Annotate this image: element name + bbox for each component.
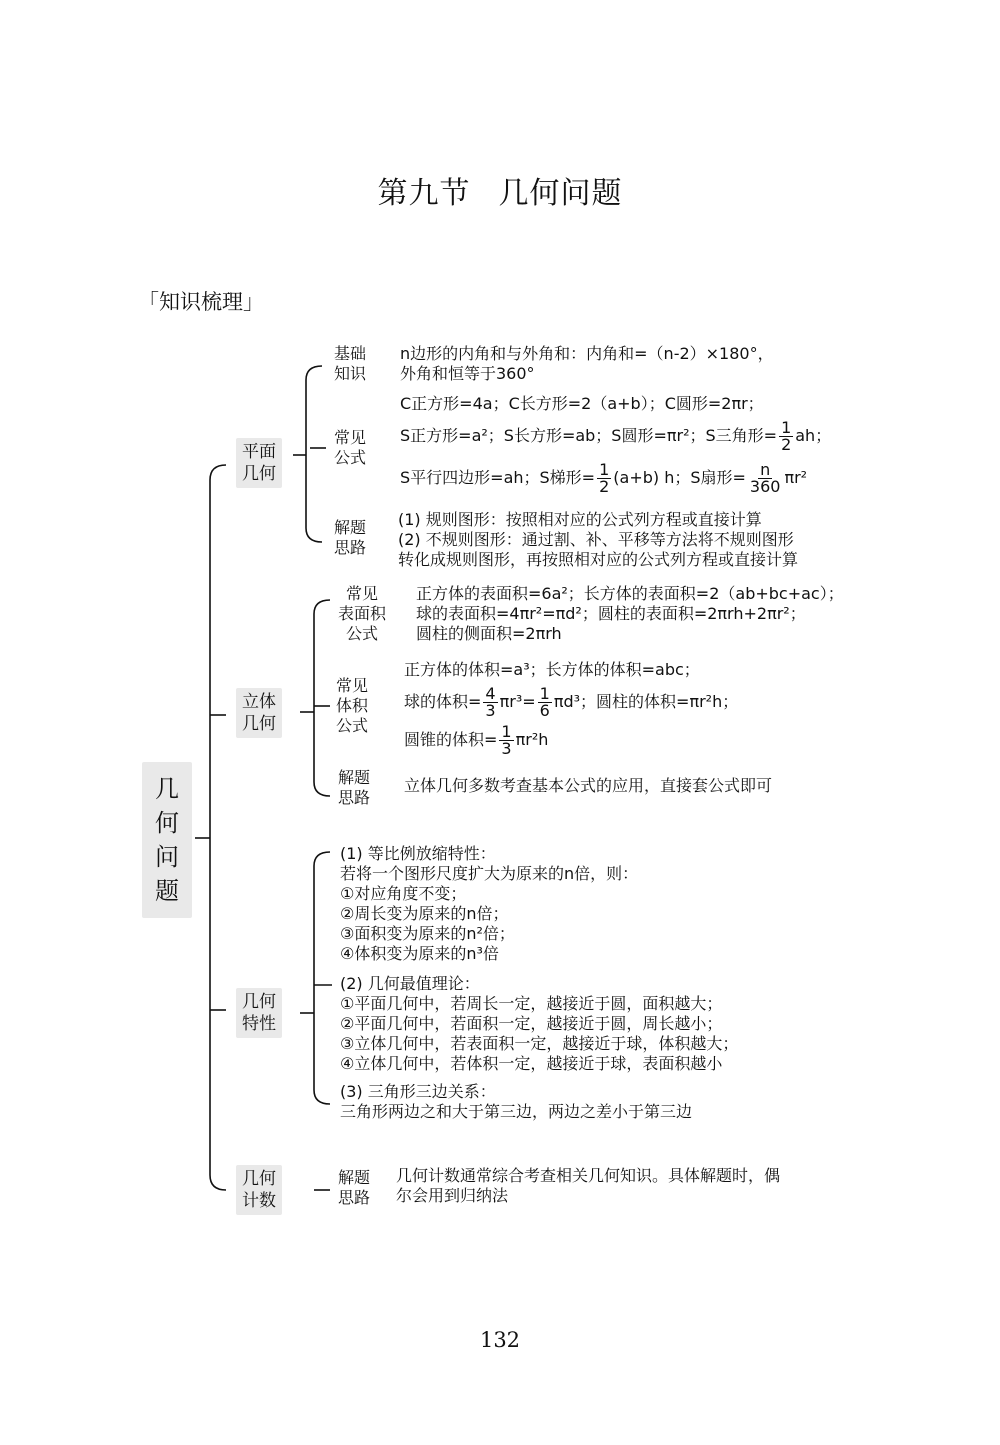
formula-text: πr² bbox=[784, 468, 808, 487]
label-line: 表面积 bbox=[338, 604, 387, 623]
fraction-numerator: 1 bbox=[599, 460, 610, 479]
page-number: 132 bbox=[479, 1328, 521, 1352]
label-line: 思路 bbox=[338, 788, 371, 807]
text-line: 正方体的表面积=6a²；长方体的表面积=2（ab+bc+ac）； bbox=[416, 584, 844, 603]
text-line: 转化成规则图形，再按照相对应的公式列方程或直接计算 bbox=[398, 550, 799, 569]
text-line: 外角和恒等于360° bbox=[400, 364, 535, 383]
label-line: 公式 bbox=[336, 716, 369, 735]
formula-text: S正方形=a²；S长方形=ab；S圆形=πr²；S三角形= bbox=[400, 426, 778, 445]
branch-label: 几何 bbox=[242, 714, 276, 734]
formula-text: πr²h bbox=[515, 730, 549, 749]
fraction bbox=[538, 686, 552, 719]
plane-formula-line2 bbox=[400, 420, 831, 453]
solid-method-label bbox=[338, 768, 370, 808]
text-line: ③立体几何中，若表面积一定，越接近于球，体积越大； bbox=[340, 1034, 739, 1053]
label-line: 常见 bbox=[336, 676, 369, 695]
root-char: 何 bbox=[155, 809, 179, 837]
plane-basic-content bbox=[400, 344, 774, 384]
fraction-denominator: 3 bbox=[485, 701, 496, 720]
text-line: ④体积变为原来的n³倍 bbox=[340, 944, 499, 963]
root-char: 题 bbox=[155, 877, 179, 905]
label-line: 公式 bbox=[334, 448, 367, 467]
solid-method-content: 立体几何多数考查基本公式的应用，直接套公式即可 bbox=[404, 776, 773, 795]
branch-label: 平面 bbox=[242, 442, 276, 462]
root-bracket bbox=[210, 465, 226, 1190]
formula-text: 圆锥的体积= bbox=[404, 730, 498, 749]
fraction bbox=[597, 462, 611, 495]
formula-text: (a+b) h；S扇形= bbox=[613, 468, 746, 487]
counting-method-content bbox=[396, 1166, 780, 1206]
property-group-1 bbox=[340, 844, 638, 964]
fraction-denominator: 360 bbox=[749, 477, 781, 496]
label-line: 解题 bbox=[338, 1168, 371, 1187]
plane-method-content bbox=[398, 510, 798, 570]
root-node bbox=[142, 762, 192, 918]
fraction-denominator: 6 bbox=[539, 701, 550, 720]
fraction-denominator: 2 bbox=[599, 477, 610, 496]
fraction-numerator: 1 bbox=[501, 722, 512, 741]
text-line: ①平面几何中，若周长一定，越接近于圆，面积越大； bbox=[340, 994, 723, 1013]
text-line: (2) 几何最值理论： bbox=[340, 974, 480, 993]
plane-basic-label bbox=[334, 344, 366, 384]
branch-geometric-counting bbox=[236, 1165, 282, 1215]
fraction-numerator: 4 bbox=[485, 684, 496, 703]
fraction-denominator: 3 bbox=[501, 739, 512, 758]
label-line: 常见 bbox=[346, 584, 379, 603]
text-line: (3) 三角形三边关系： bbox=[340, 1082, 496, 1101]
formula-text: πr³= bbox=[499, 692, 536, 711]
branch-label: 几何 bbox=[242, 1169, 276, 1189]
text-line: n边形的内角和与外角和：内角和=（n-2）×180°， bbox=[400, 344, 774, 363]
text-line: (2) 不规则图形：通过割、补、平移等方法将不规则图形 bbox=[398, 530, 794, 549]
label-line: 体积 bbox=[336, 696, 369, 715]
solid-volume-line2 bbox=[404, 686, 738, 719]
formula-text: 球的体积= bbox=[404, 692, 482, 711]
fraction bbox=[748, 462, 783, 495]
counting-method-label bbox=[338, 1168, 370, 1208]
plane-formula-line1: C正方形=4a；C长方形=2（a+b）；C圆形=2πr； bbox=[400, 394, 764, 413]
branch-label: 立体 bbox=[242, 692, 276, 712]
text-line: (1) 等比例放缩特性： bbox=[340, 844, 496, 863]
text-line: ②平面几何中，若面积一定，越接近于圆，周长越小； bbox=[340, 1014, 723, 1033]
solid-volume-line3 bbox=[404, 724, 548, 757]
text-line: 几何计数通常综合考查相关几何知识。具体解题时，偶 bbox=[396, 1166, 781, 1185]
label-line: 基础 bbox=[334, 344, 367, 363]
text-line: 尔会用到归纳法 bbox=[396, 1186, 509, 1205]
branch-label: 计数 bbox=[242, 1191, 276, 1211]
fraction bbox=[483, 686, 497, 719]
label-line: 解题 bbox=[338, 768, 371, 787]
solid-volume-label bbox=[336, 676, 368, 736]
formula-text: ah； bbox=[795, 426, 832, 445]
branch-label: 几何 bbox=[242, 464, 276, 484]
text-line: ③面积变为原来的n²倍； bbox=[340, 924, 515, 943]
text-line: (1) 规则图形：按照相对应的公式列方程或直接计算 bbox=[398, 510, 762, 529]
text-line: 球的表面积=4πr²=πd²；圆柱的表面积=2πrh+2πr²； bbox=[416, 604, 806, 623]
root-char: 问 bbox=[155, 843, 179, 871]
plane-formula-label bbox=[334, 428, 366, 468]
label-line: 解题 bbox=[334, 518, 367, 537]
solid-surface-content bbox=[416, 584, 844, 644]
formula-text: πd³；圆柱的体积=πr²h； bbox=[553, 692, 739, 711]
branch-label: 几何 bbox=[242, 992, 276, 1012]
fraction-numerator: n bbox=[760, 460, 771, 479]
fraction-denominator: 2 bbox=[781, 435, 792, 454]
fraction bbox=[499, 724, 513, 757]
text-line: 若将一个图形尺度扩大为原来的n倍，则： bbox=[340, 864, 639, 883]
section-header: 「知识梳理」 bbox=[138, 290, 264, 314]
title-topic: 几何问题 bbox=[498, 176, 623, 211]
solid-surface-label bbox=[338, 584, 386, 644]
plane-method-label bbox=[334, 518, 366, 558]
branch-plane-geometry bbox=[236, 438, 282, 488]
text-line: ④立体几何中，若体积一定，越接近于球，表面积越小 bbox=[340, 1054, 723, 1073]
solid-bracket bbox=[314, 600, 330, 796]
plane-formula-line3 bbox=[400, 462, 807, 495]
title-section-number: 第九节 bbox=[377, 176, 471, 211]
property-group-3 bbox=[340, 1082, 692, 1122]
fraction bbox=[779, 420, 793, 453]
label-line: 公式 bbox=[346, 624, 379, 643]
label-line: 知识 bbox=[334, 364, 367, 383]
text-line: 圆柱的侧面积=2πrh bbox=[416, 624, 562, 643]
label-line: 思路 bbox=[338, 1188, 371, 1207]
property-bracket bbox=[314, 852, 330, 1104]
fraction-numerator: 1 bbox=[539, 684, 550, 703]
property-group-2 bbox=[340, 974, 738, 1074]
solid-volume-line1: 正方体的体积=a³；长方体的体积=abc； bbox=[404, 660, 700, 679]
text-line: ①对应角度不变； bbox=[340, 884, 467, 903]
formula-text: S平行四边形=ah；S梯形= bbox=[400, 468, 596, 487]
label-line: 思路 bbox=[334, 538, 367, 557]
label-line: 常见 bbox=[334, 428, 367, 447]
plane-bracket bbox=[306, 366, 322, 542]
root-char: 几 bbox=[155, 775, 179, 803]
text-line: ②周长变为原来的n倍； bbox=[340, 904, 509, 923]
text-line: 三角形两边之和大于第三边，两边之差小于第三边 bbox=[340, 1102, 693, 1121]
branch-solid-geometry bbox=[236, 688, 282, 738]
fraction-numerator: 1 bbox=[781, 418, 792, 437]
branch-label: 特性 bbox=[242, 1014, 276, 1034]
branch-geometric-properties bbox=[236, 988, 282, 1038]
